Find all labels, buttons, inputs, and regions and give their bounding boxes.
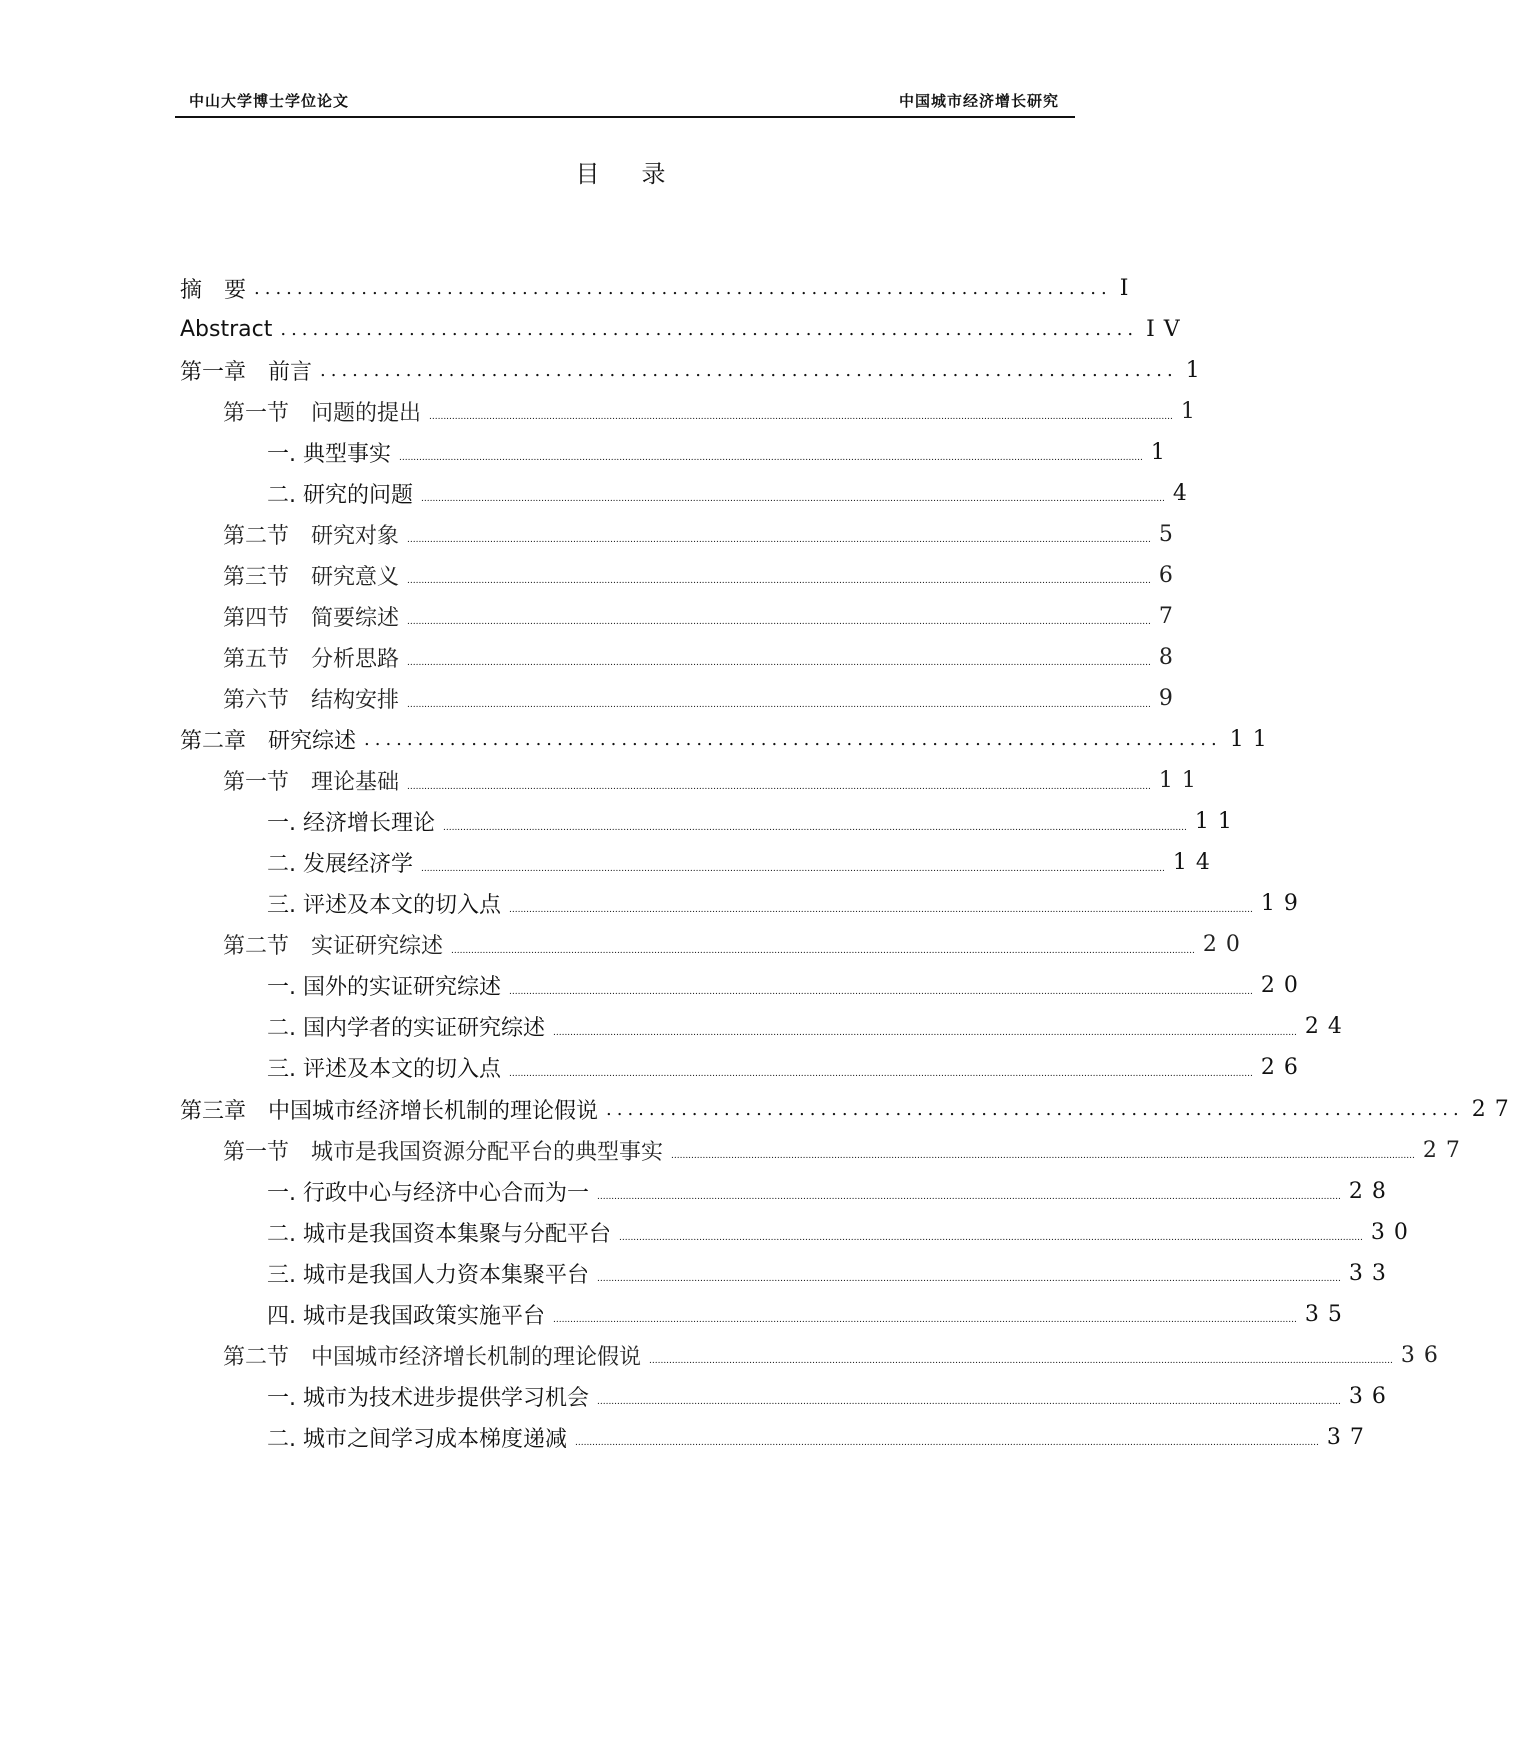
toc-page-number: 8	[1158, 644, 1182, 670]
toc-entry[interactable]	[223, 928, 1249, 962]
toc-page-number: 14	[1172, 850, 1219, 876]
toc-entry[interactable]	[223, 1338, 1447, 1372]
toc-entry-label: 一. 国外的实证研究综述	[267, 975, 501, 1001]
toc-entry-label: 第三节 研究意义	[223, 564, 400, 590]
toc-entry-label: 摘 要	[180, 277, 247, 303]
toc-page-number: 30	[1370, 1219, 1417, 1245]
toc-entry[interactable]	[267, 887, 1307, 921]
toc-entry-label: 第二节 实证研究综述	[223, 934, 444, 960]
toc-page-number: 19	[1260, 891, 1307, 917]
toc-entry[interactable]	[223, 599, 1182, 633]
toc-entry[interactable]	[267, 1174, 1395, 1208]
toc-page-number: 5	[1158, 521, 1182, 547]
toc-entry-label: 二. 研究的问题	[267, 482, 413, 508]
toc-entry[interactable]	[267, 1010, 1351, 1044]
toc-entry[interactable]	[267, 1051, 1307, 1085]
toc-dot-leader: ....................................................................................................................................................................................................................................................................	[407, 658, 1151, 669]
toc-entry[interactable]	[223, 764, 1205, 798]
toc-dot-leader: ....................................................................................................................................................................................................................................................................	[407, 617, 1151, 628]
toc-dot-leader: ....................................................................................................................................................................................................................................................................	[509, 986, 1253, 997]
toc-entry-label: 第四节 简要综述	[223, 605, 400, 631]
toc-page-number: 26	[1260, 1055, 1307, 1081]
toc-entry[interactable]	[267, 805, 1241, 839]
toc-dot-leader: ....................................................................................................................................................................................................................................................................	[619, 1233, 1363, 1244]
toc-entry-label: 一. 城市为技术进步提供学习机会	[267, 1385, 589, 1411]
toc-page-number: I	[1119, 275, 1138, 301]
toc-page-number: 1	[1180, 398, 1204, 424]
toc-entry-label: 第二节 研究对象	[223, 523, 400, 549]
toc-page-number: 6	[1158, 562, 1182, 588]
header-thesis-title: 中国城市经济增长研究	[898, 92, 1059, 110]
toc-dot-leader: ....................................................................................................................................................................................................................................................................	[407, 535, 1151, 546]
toc-entry-label: 第六节 结构安排	[223, 688, 400, 713]
toc-page-number: 11	[1194, 809, 1241, 835]
toc-entry[interactable]	[267, 1215, 1417, 1249]
page-title: 目录	[575, 160, 708, 188]
toc-entry-label: 一. 典型事实	[267, 441, 391, 467]
toc-entry-label: 第二章 研究综述	[180, 729, 357, 755]
toc-entry[interactable]	[180, 271, 1138, 305]
toc-page-number: 36	[1400, 1342, 1447, 1368]
toc-entry-label: 第一章 前言	[180, 359, 313, 385]
toc-entry[interactable]	[223, 1133, 1469, 1167]
toc-dot-leader: ................................................................................	[254, 277, 1112, 299]
toc-dot-leader: ....................................................................................................................................................................................................................................................................	[451, 945, 1195, 956]
header-thesis-type: 中山大学博士学位论文	[189, 92, 350, 110]
running-header	[175, 86, 1075, 118]
toc-dot-leader: ....................................................................................................................................................................................................................................................................	[649, 1356, 1393, 1367]
toc-entry-label: 第三章 中国城市经济增长机制的理论假说	[180, 1098, 599, 1124]
toc-page-number: 11	[1158, 768, 1205, 794]
toc-page-number: 11	[1229, 727, 1276, 753]
toc-page-number: 4	[1172, 480, 1196, 506]
toc-dot-leader: ................................................................................	[280, 318, 1139, 340]
toc-dot-leader: ....................................................................................................................................................................................................................................................................	[407, 781, 1151, 792]
toc-entry[interactable]	[267, 969, 1307, 1003]
toc-dot-leader: ....................................................................................................................................................................................................................................................................	[399, 453, 1143, 464]
toc-page-number: 27	[1422, 1137, 1469, 1163]
toc-entry[interactable]	[223, 517, 1182, 551]
toc-page-number: 27	[1471, 1096, 1518, 1122]
toc-entry-label: 二. 城市是我国资本集聚与分配平台	[267, 1221, 611, 1247]
toc-entry[interactable]	[180, 312, 1189, 346]
toc-page-number: 7	[1158, 603, 1182, 629]
toc-dot-leader: ................................................................................	[320, 359, 1178, 381]
toc-dot-leader: ....................................................................................................................................................................................................................................................................	[421, 863, 1165, 874]
toc-entry-label: 三. 城市是我国人力资本集聚平台	[267, 1262, 589, 1288]
toc-entry[interactable]	[267, 1256, 1395, 1290]
toc-dot-leader: ....................................................................................................................................................................................................................................................................	[509, 904, 1253, 915]
toc-dot-leader: ....................................................................................................................................................................................................................................................................	[407, 699, 1151, 710]
toc-dot-leader: ....................................................................................................................................................................................................................................................................	[421, 494, 1165, 505]
toc-entry[interactable]	[180, 353, 1209, 387]
toc-entry[interactable]	[267, 435, 1174, 469]
toc-dot-leader: ................................................................................	[606, 1098, 1464, 1120]
toc-page-number: 1	[1185, 357, 1209, 383]
toc-page-number: 20	[1260, 973, 1307, 999]
toc-entry[interactable]	[267, 1297, 1351, 1331]
toc-page-number: 20	[1202, 932, 1249, 958]
toc-dot-leader: ....................................................................................................................................................................................................................................................................	[553, 1315, 1297, 1326]
toc-page-number: 24	[1304, 1014, 1351, 1040]
toc-page-number: 36	[1348, 1383, 1395, 1409]
toc-entry[interactable]	[180, 723, 1276, 757]
toc-page-number: 35	[1304, 1301, 1351, 1327]
toc-dot-leader: ....................................................................................................................................................................................................................................................................	[509, 1068, 1253, 1079]
toc-page-number: 37	[1326, 1424, 1373, 1450]
toc-dot-leader: ....................................................................................................................................................................................................................................................................	[671, 1151, 1415, 1162]
toc-entry-label: 二. 发展经济学	[267, 852, 413, 878]
toc-entry-label: 第一节 问题的提出	[223, 400, 422, 426]
toc-entry[interactable]	[180, 1092, 1518, 1126]
toc-entry[interactable]	[223, 394, 1204, 428]
toc-entry-label: 第一节 理论基础	[223, 770, 400, 796]
toc-entry-label: Abstract	[180, 316, 273, 342]
toc-entry-label: 一. 行政中心与经济中心合而为一	[267, 1180, 589, 1206]
toc-dot-leader: ....................................................................................................................................................................................................................................................................	[597, 1274, 1341, 1285]
toc-page-number: 28	[1348, 1178, 1395, 1204]
toc-entry-label: 三. 评述及本文的切入点	[267, 1057, 501, 1083]
toc-entry-label: 一. 经济增长理论	[267, 811, 435, 837]
toc-page-number: 1	[1150, 439, 1174, 465]
toc-entry-label: 第二节 中国城市经济增长机制的理论假说	[223, 1344, 642, 1370]
toc-dot-leader: ................................................................................	[364, 729, 1222, 751]
toc-dot-leader: ....................................................................................................................................................................................................................................................................	[597, 1397, 1341, 1408]
toc-page-number: IV	[1146, 316, 1189, 342]
toc-entry-label: 二. 城市之间学习成本梯度递减	[267, 1426, 567, 1452]
toc-entry[interactable]	[223, 558, 1182, 592]
toc-entry-label: 四. 城市是我国政策实施平台	[267, 1303, 545, 1329]
toc-dot-leader: ....................................................................................................................................................................................................................................................................	[575, 1438, 1319, 1449]
toc-entry[interactable]	[267, 846, 1219, 880]
toc-dot-leader: ....................................................................................................................................................................................................................................................................	[429, 412, 1173, 423]
toc-entry[interactable]	[267, 1420, 1373, 1454]
toc-entry-label: 第一节 城市是我国资源分配平台的典型事实	[223, 1139, 664, 1165]
toc-dot-leader: ....................................................................................................................................................................................................................................................................	[443, 822, 1187, 833]
toc-dot-leader: ....................................................................................................................................................................................................................................................................	[553, 1027, 1297, 1038]
toc-entry[interactable]	[223, 640, 1182, 674]
toc-entry-label: 二. 国内学者的实证研究综述	[267, 1016, 545, 1042]
toc-dot-leader: ....................................................................................................................................................................................................................................................................	[407, 576, 1151, 587]
toc-entry[interactable]	[223, 682, 1182, 716]
toc-entry-label: 三. 评述及本文的切入点	[267, 893, 501, 919]
toc-entry-label: 第五节 分析思路	[223, 646, 400, 672]
toc-entry[interactable]	[267, 1379, 1395, 1413]
toc-dot-leader: ....................................................................................................................................................................................................................................................................	[597, 1192, 1341, 1203]
toc-page-number: 9	[1158, 686, 1182, 711]
toc-page-number: 33	[1348, 1260, 1395, 1286]
toc-entry[interactable]	[267, 476, 1196, 510]
